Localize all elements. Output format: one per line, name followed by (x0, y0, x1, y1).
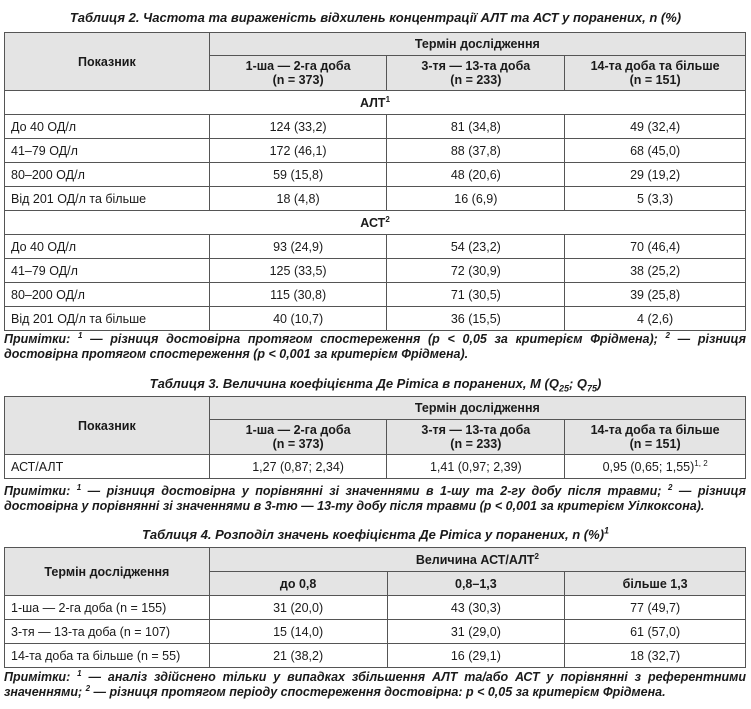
table2 (4, 32, 746, 331)
table-row: Від 201 ОД/л та більше 40 (10,7) 36 (15,5) 4 (2,6) (5, 307, 746, 331)
table3-note: Примітки: $^1$ — різниця достовірна у порівнянні зі значеннями в 1-шу та 2-гу добу після травми; $^2$ — різниця достовірна у порівнянні зі значеннями в 3-тю — 13-ту добу після травми (p < 0,001 за критерієм Уілкоксона). (4, 482, 746, 513)
table4-col-1: до 0,8 (209, 572, 387, 596)
table-row: До 40 ОД/л 124 (33,2) 81 (34,8) 49 (32,4) (5, 115, 746, 139)
table-row: 14-та доба та більше (n = 55) 21 (38,2) 16 (29,1) 18 (32,7) (5, 644, 746, 668)
table-row: Від 201 ОД/л та більше 18 (4,8) 16 (6,9) 5 (3,3) (5, 187, 746, 211)
table4-header-ratio: Величина АСТ/АЛТ$^2$ (209, 548, 745, 572)
table3-header-term: Термін дослідження (209, 397, 745, 420)
table4-header-term: Термін дослідження (5, 548, 210, 596)
table2-section-ast: АСТ$^2$ (5, 211, 746, 235)
table3-period-2: 3-тя — 13-та доба (n = 233) (387, 420, 565, 455)
table3-caption: Таблиця 3. Величина коефіцієнта Де Рітіса в поранених, M ($Q_{25}$; $Q_{75}$) (149, 376, 602, 394)
table2-period-2: 3-тя — 13-та доба (n = 233) (387, 56, 565, 91)
table4-col-2: 0,8–1,3 (387, 572, 565, 596)
table-row: 1-ша — 2-га доба (n = 155) 31 (20,0) 43 (30,3) 77 (49,7) (5, 596, 746, 620)
table4-col-3: більше 1,3 (565, 572, 746, 596)
table4 (4, 547, 746, 668)
table-row: 80–200 ОД/л 115 (30,8) 71 (30,5) 39 (25,8) (5, 283, 746, 307)
table2-header-term: Термін дослідження (209, 33, 745, 56)
table2-period-1: 1-ша — 2-га доба (n = 373) (209, 56, 387, 91)
table2-caption: Таблиця 2. Частота та вираженість відхилень концентрації АЛТ та АСТ у поранених, n (%) (69, 10, 682, 25)
table-row: 41–79 ОД/л 172 (46,1) 88 (37,8) 68 (45,0) (5, 139, 746, 163)
table3-period-1: 1-ша — 2-га доба (n = 373) (209, 420, 387, 455)
table2-note: Примітки: $^1$ — різниця достовірна протягом спостереження (p < 0,05 за критерієм Фрідмена); $^2$ — різниця достовірна протягом спостереження (p < 0,001 за критерієм Фрідмена). (4, 330, 746, 361)
table3 (4, 396, 746, 479)
table4-note: Примітки: $^1$ — аналіз здійснено тільки у випадках збільшення АЛТ та/або АСТ у порівнянні з референтними значеннями; $^2$ — різниця протягом періоду спостереження достовірна: p < 0,05 за критерієм Фрідмена. (4, 668, 747, 699)
table-row: 41–79 ОД/л 125 (33,5) 72 (30,9) 38 (25,2) (5, 259, 746, 283)
table-row: АСТ/АЛТ 1,27 (0,87; 2,34) 1,41 (0,97; 2,39) 0,95 (0,65; 1,55)$^{1, 2}$ (5, 455, 746, 479)
table2-header-indicator: Показник (5, 33, 210, 91)
table2-section-alt: АЛТ$^1$ (5, 91, 746, 115)
table-row: До 40 ОД/л 93 (24,9) 54 (23,2) 70 (46,4) (5, 235, 746, 259)
table-row: 3-тя — 13-та доба (n = 107) 15 (14,0) 31 (29,0) 61 (57,0) (5, 620, 746, 644)
table2-period-3: 14-та доба та більше (n = 151) (565, 56, 746, 91)
table-row: 80–200 ОД/л 59 (15,8) 48 (20,6) 29 (19,2) (5, 163, 746, 187)
table3-header-indicator: Показник (5, 397, 210, 455)
table3-period-3: 14-та доба та більше (n = 151) (565, 420, 746, 455)
table4-caption: Таблиця 4. Розподіл значень коефіцієнта Де Рітіса у поранених, n (%)$^1$ (141, 525, 610, 542)
